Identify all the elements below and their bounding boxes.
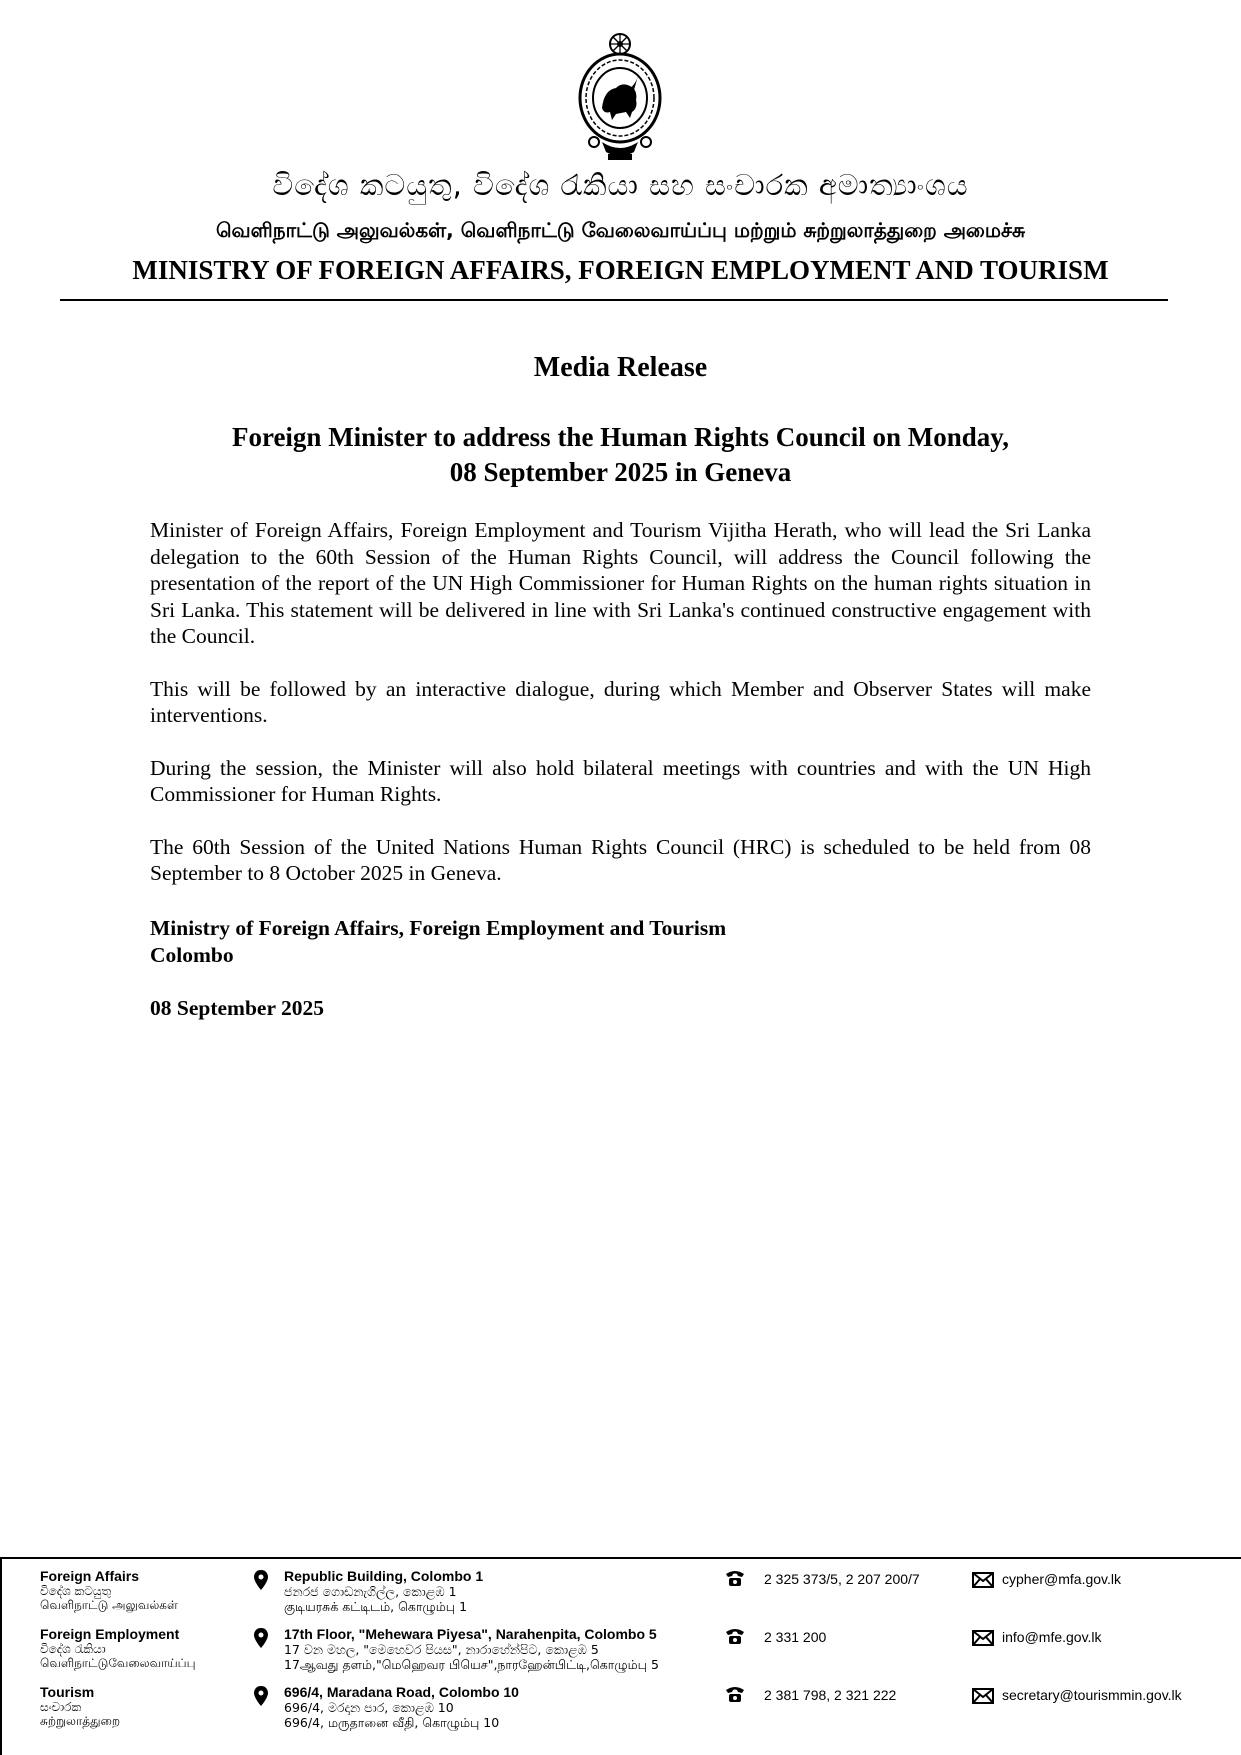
ministry-name-english: MINISTRY OF FOREIGN AFFAIRS, FOREIGN EMPLOYMENT AND TOURISM <box>132 255 1109 285</box>
email-icon <box>972 1572 994 1588</box>
office-address-en: 696/4, Maradana Road, Colombo 10 <box>284 1684 519 1700</box>
location-pin-icon <box>254 1628 268 1648</box>
header-divider <box>60 299 1168 301</box>
email-icon <box>972 1630 994 1646</box>
release-body <box>150 517 1091 913</box>
office-address-si: 696/4, මරදාන පාර, කොළඹ 10 <box>284 1700 454 1715</box>
office-address-si: 17 වන මහල, "මෙහෙවර පියස", නාරාහේන්පිට, කොළඹ 5 <box>284 1642 599 1657</box>
office-name-ta: வெளிநாட்டுவேலைவாய்ப்பு <box>40 1656 196 1670</box>
office-address-ta: குடியரசுக் கட்டிடம், கொழும்பு 1 <box>284 1599 468 1614</box>
email-icon <box>972 1688 994 1704</box>
sri-lanka-emblem-icon <box>572 30 668 166</box>
paragraph-3: During the session, the Minister will also hold bilateral meetings with countries and with the UN High Commissioner for Human Rights. <box>150 755 1091 806</box>
signature-block <box>150 915 1050 968</box>
footer-contacts <box>0 1557 1241 1755</box>
office-email[interactable]: cypher@mfa.gov.lk <box>1002 1571 1121 1587</box>
office-email[interactable]: info@mfe.gov.lk <box>1002 1629 1102 1645</box>
telephone-icon <box>724 1569 746 1587</box>
office-name <box>40 1685 240 1729</box>
footer-row-foreign-employment <box>2 1625 1241 1685</box>
headline-line-1: Foreign Minister to address the Human Rights Council on Monday, <box>231 422 1010 452</box>
office-name <box>40 1569 240 1613</box>
office-address-ta: 696/4, மருதானை வீதி, கொழும்பு 10 <box>284 1715 500 1730</box>
paragraph-1: Minister of Foreign Affairs, Foreign Employment and Tourism Vijitha Herath, who will lead the Sri Lanka delegation to the 60th Session of the Human Rights Council, will address the Council following the presentation of the report of the UN High Commissioner for Human Rights on the human rights situation in Sri Lanka. This statement will be delivered in line with Sri Lanka's continued constructive engagement with the Council. <box>150 518 1091 648</box>
office-phone: 2 381 798, 2 321 222 <box>764 1687 897 1703</box>
office-name-si: විදේශ රැකියා <box>40 1641 106 1656</box>
office-name <box>40 1627 240 1671</box>
office-phone: 2 331 200 <box>764 1629 827 1645</box>
signature-city: Colombo <box>150 942 234 967</box>
release-date: 08 September 2025 <box>150 996 324 1020</box>
headline-line-2: 08 September 2025 in Geneva <box>449 457 792 487</box>
footer-row-foreign-affairs <box>2 1567 1241 1627</box>
document-title: Media Release <box>533 352 708 383</box>
office-phone: 2 325 373/5, 2 207 200/7 <box>764 1571 920 1587</box>
office-address-en: 17th Floor, "Mehewara Piyesa", Narahenpita, Colombo 5 <box>284 1626 657 1642</box>
ministry-name-tamil: வெளிநாட்டு அலுவல்கள், வெளிநாட்டு வேலைவாய்ப்பு மற்றும் சுற்றுலாத்துறை அமைச்சு <box>215 218 1026 242</box>
office-name-en: Foreign Affairs <box>40 1568 140 1584</box>
office-address <box>284 1569 724 1614</box>
paragraph-2: This will be followed by an interactive dialogue, during which Member and Observer States will make interventions. <box>150 676 1091 727</box>
office-address-en: Republic Building, Colombo 1 <box>284 1568 484 1584</box>
office-address-ta: 17ஆவது தளம்,"மெஹெவர பியெச",நாரஹேன்பிட்டி,கொழும்பு 5 <box>284 1657 659 1672</box>
headline <box>150 420 1091 490</box>
office-name-si: විදේශ කටයුතු <box>40 1583 112 1598</box>
telephone-icon <box>724 1685 746 1703</box>
location-pin-icon <box>254 1570 268 1590</box>
office-email[interactable]: secretary@tourismmin.gov.lk <box>1002 1687 1182 1703</box>
ministry-name-sinhala: විදේශ කටයුතු, විදේශ රැකියා සහ සංචාරක අමාත්‍යාංශය <box>272 168 969 202</box>
location-pin-icon <box>254 1686 268 1706</box>
paragraph-4: The 60th Session of the United Nations Human Rights Council (HRC) is scheduled to be held from 08 September to 8 October 2025 in Geneva. <box>150 834 1091 885</box>
telephone-icon <box>724 1627 746 1645</box>
office-name-si: සංචාරක <box>40 1699 82 1714</box>
office-address <box>284 1685 724 1730</box>
office-name-en: Foreign Employment <box>40 1626 180 1642</box>
signature-ministry: Ministry of Foreign Affairs, Foreign Employment and Tourism <box>150 916 727 940</box>
office-address-si: ජනරජ ගොඩනැගිල්ල, කොළඹ 1 <box>284 1584 457 1599</box>
office-name-ta: சுற்றுலாத்துறை <box>40 1714 121 1728</box>
office-name-en: Tourism <box>40 1684 95 1700</box>
office-address <box>284 1627 724 1672</box>
footer-row-tourism <box>2 1683 1241 1743</box>
office-name-ta: வெளிநாட்டு அலுவல்கள் <box>40 1598 178 1612</box>
